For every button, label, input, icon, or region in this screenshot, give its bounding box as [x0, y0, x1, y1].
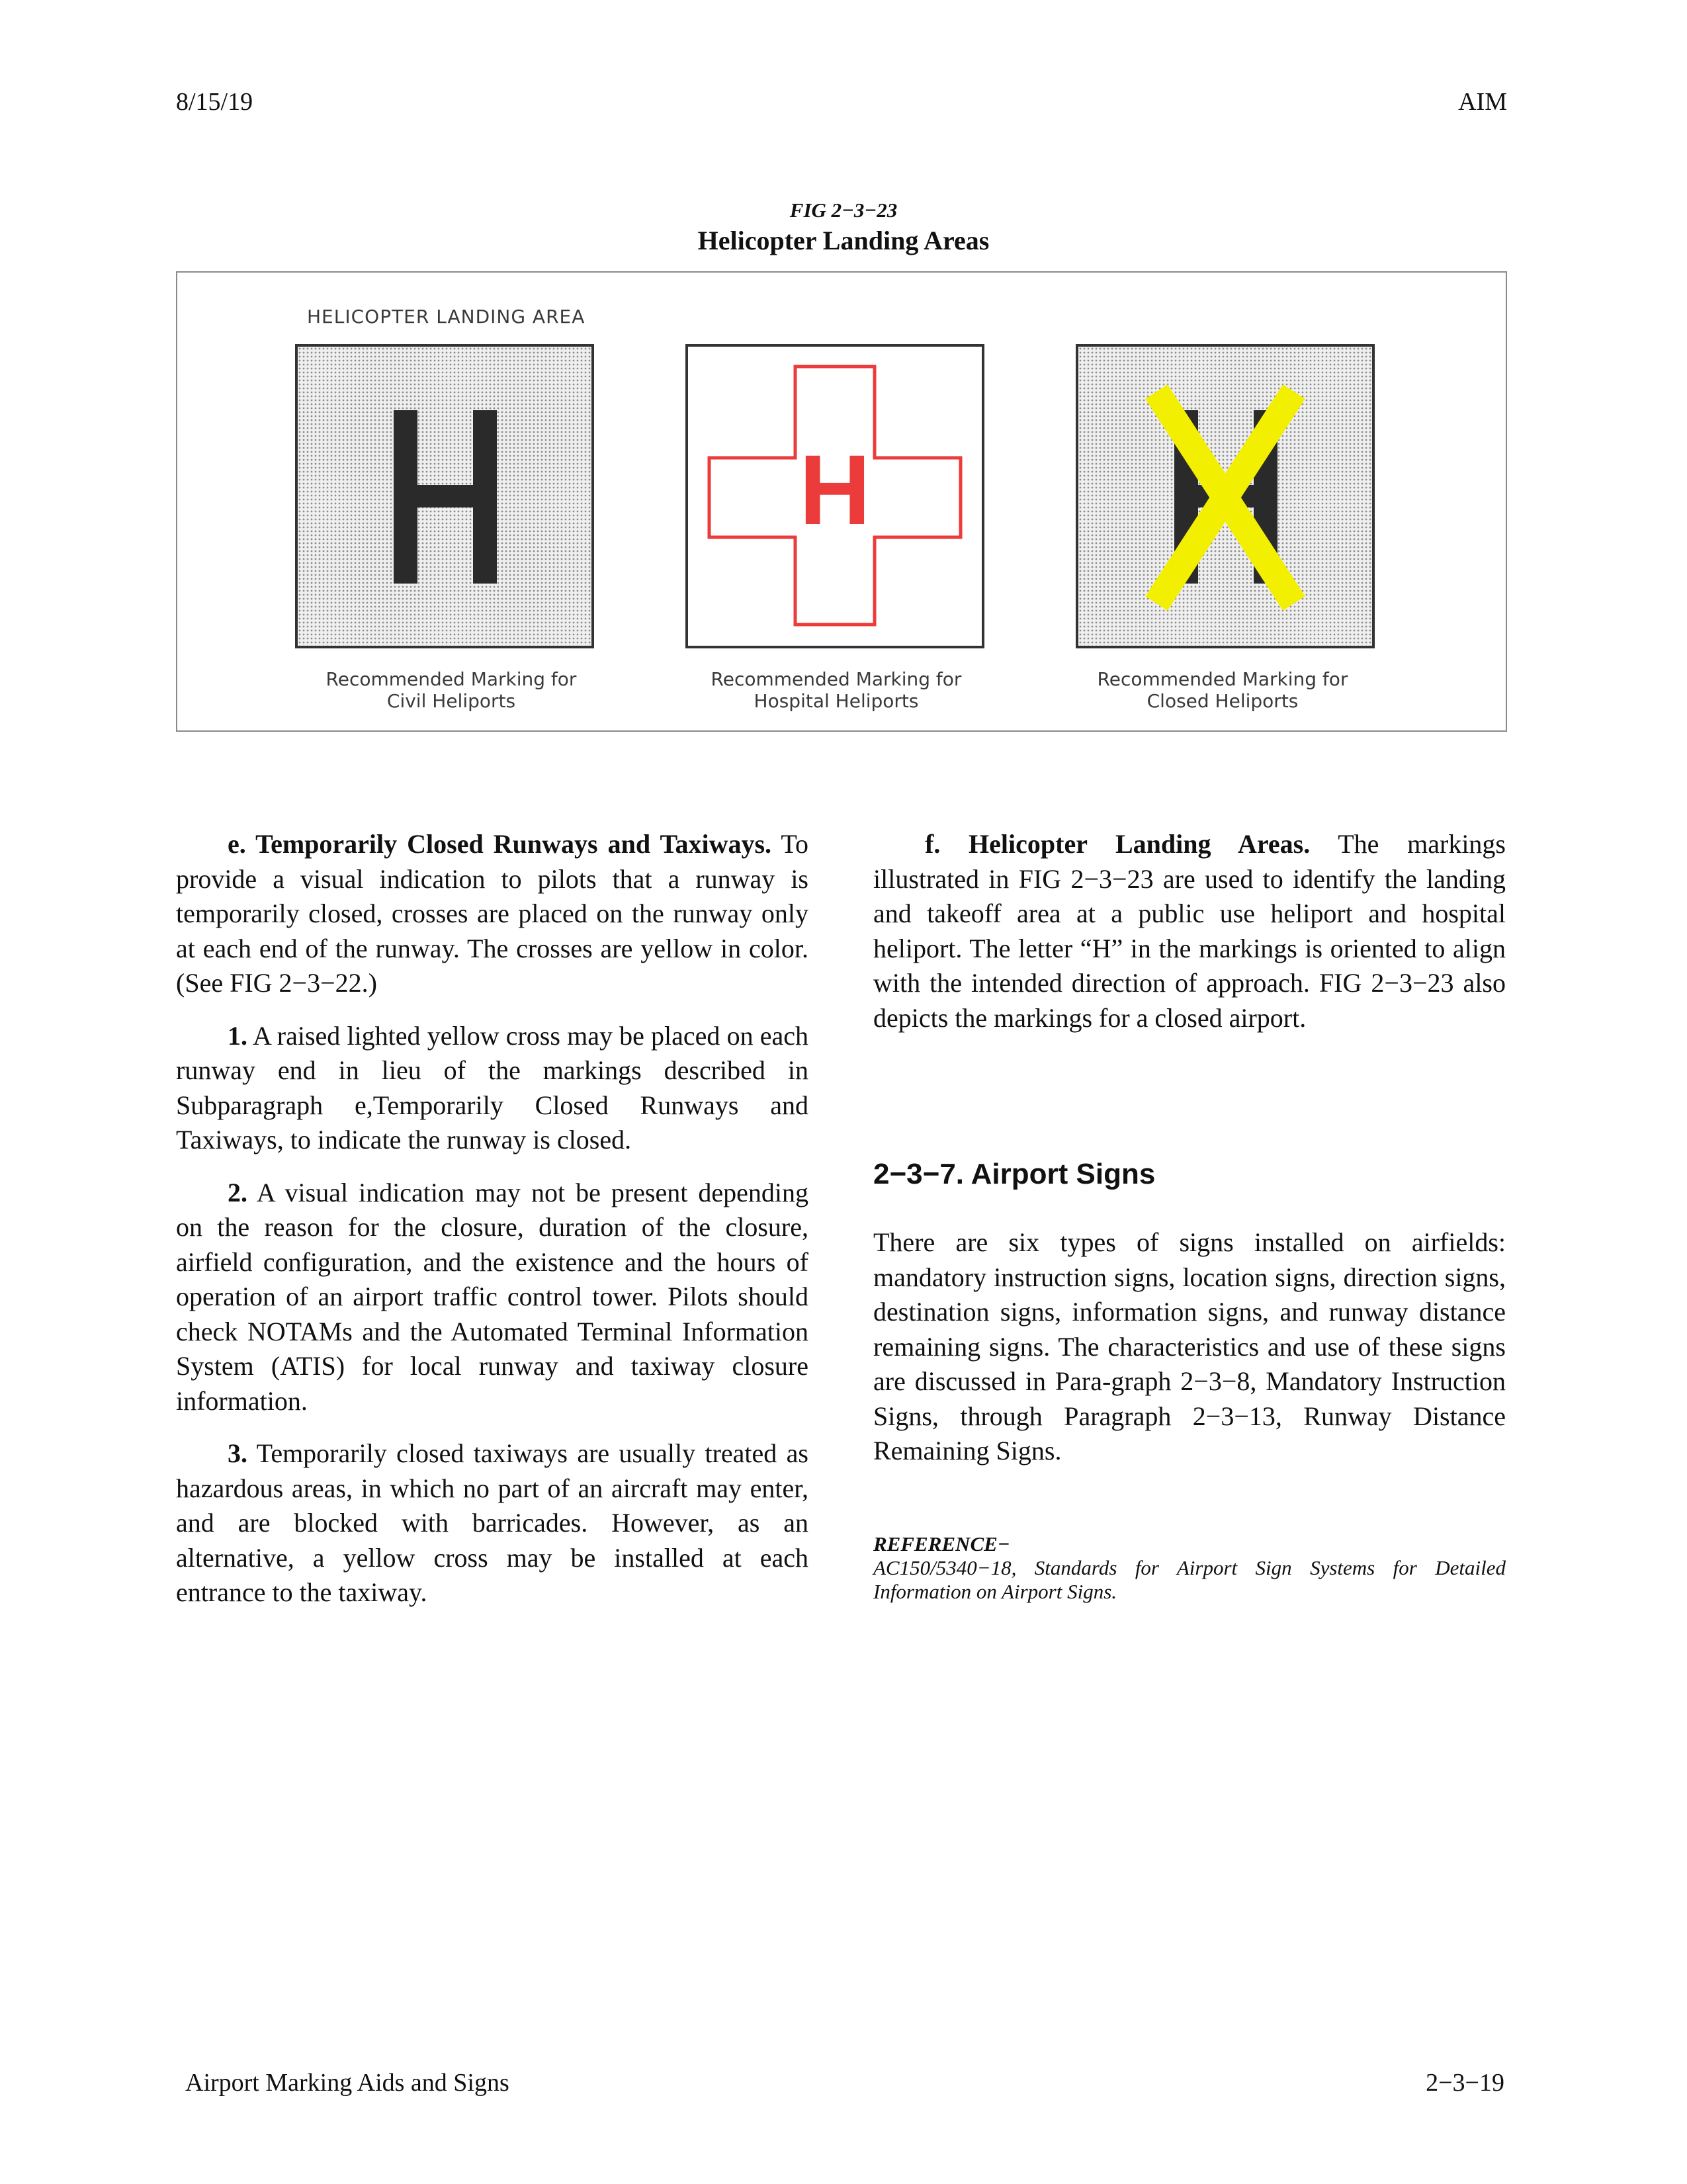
reference-text: AC150/5340−18, Standards for Airport Sign Systems for Detailed Information on Airport Signs.: [873, 1556, 1506, 1603]
civil-caption-line1: Recommended Marking for: [325, 668, 577, 690]
hospital-cross-marking-icon: [688, 347, 982, 646]
item-2-number: 2.: [228, 1177, 247, 1207]
paragraph-e-heading: e. Temporarily Closed Runways and Taxiways.: [228, 829, 772, 859]
header-date: 8/15/19: [176, 88, 253, 116]
closed-caption-line1: Recommended Marking for: [1097, 668, 1348, 690]
item-1: [176, 1019, 808, 1158]
item-1-number: 1.: [228, 1020, 247, 1051]
figure-helicopter-landing-areas: [176, 271, 1507, 732]
airport-signs-text: There are six types of signs installed on airfields: mandatory instruction signs, location signs, direction signs, destination signs, information signs, and runway distance remaining signs. The characteristics and use of these signs are discussed in Para-graph 2−3−8, Mandatory Instruction Signs, through Paragraph 2−3−13, Runway Distance Remaining Signs.: [873, 1227, 1506, 1465]
helicopter-landing-area-label: HELICOPTER LANDING AREA: [307, 306, 585, 328]
closed-caption-line2: Closed Heliports: [1146, 690, 1299, 712]
item-3-number: 3.: [228, 1438, 247, 1468]
header-doc: AIM: [1458, 88, 1507, 116]
paragraph-f: [873, 827, 1506, 1035]
section-heading-airport-signs: 2−3−7. Airport Signs: [873, 1158, 1156, 1190]
footer-section: Airport Marking Aids and Signs: [185, 2069, 509, 2097]
hospital-caption-line2: Hospital Heliports: [754, 690, 919, 712]
hospital-heliport-caption: [677, 668, 995, 712]
item-3: [176, 1436, 808, 1610]
left-column: [176, 827, 808, 1628]
paragraph-e: [176, 827, 808, 1001]
airport-signs-body: [873, 1225, 1506, 1487]
civil-h-marking-icon: [298, 347, 591, 646]
item-3-text: Temporarily closed taxiways are usually treated as hazardous areas, in which no part of an aircraft may enter, and are blocked with barricades. However, as an alternative, a yellow cross may be installed at each entrance to the taxiway.: [176, 1438, 808, 1607]
reference-label: REFERENCE−: [873, 1532, 1010, 1555]
civil-caption-line2: Civil Heliports: [386, 690, 516, 712]
hospital-heliport-marking: [685, 344, 984, 648]
closed-heliport-marking: [1076, 344, 1375, 648]
item-2-text: A visual indication may not be present depending on the reason for the closure, duration of the closure, airfield configuration, and the existence and the hours of operation of an airport traffic control tower. Pilots should check NOTAMs and the Automated Terminal Information System (ATIS) for local runway and taxiway closure information.: [176, 1177, 808, 1416]
hospital-caption-line1: Recommended Marking for: [711, 668, 962, 690]
paragraph-e-text: To provide a visual indication to pilots that a runway is temporarily closed, crosses are placed on the runway only at each end of the runway. The crosses are yellow in color. (See FIG 2−3−22.): [176, 829, 808, 998]
civil-heliport-caption: [292, 668, 610, 712]
item-2: [176, 1176, 808, 1419]
closed-heliport-caption: [1064, 668, 1381, 712]
figure-number: FIG 2−3−23: [789, 198, 898, 222]
footer-page: 2−3−19: [1426, 2069, 1504, 2097]
right-column: [873, 827, 1506, 1053]
closed-x-marking-icon: [1078, 347, 1372, 646]
figure-title: Helicopter Landing Areas: [697, 226, 990, 255]
paragraph-f-text: The markings illustrated in FIG 2−3−23 are used to identify the landing and takeoff area at a public use heliport and hospital heliport. The letter “H” in the markings is oriented to align with the intended direction of approach. FIG 2−3−23 also depicts the markings for a closed airport.: [873, 829, 1506, 1033]
item-1-text: A raised lighted yellow cross may be placed on each runway end in lieu of the markings described in Subparagraph e,Temporarily Closed Runways and Taxiways, to indicate the runway is closed.: [176, 1020, 808, 1155]
civil-heliport-marking: [295, 344, 594, 648]
paragraph-f-heading: f. Helicopter Landing Areas.: [925, 829, 1311, 859]
hospital-letter: H: [799, 434, 871, 545]
reference-block: [873, 1532, 1506, 1604]
